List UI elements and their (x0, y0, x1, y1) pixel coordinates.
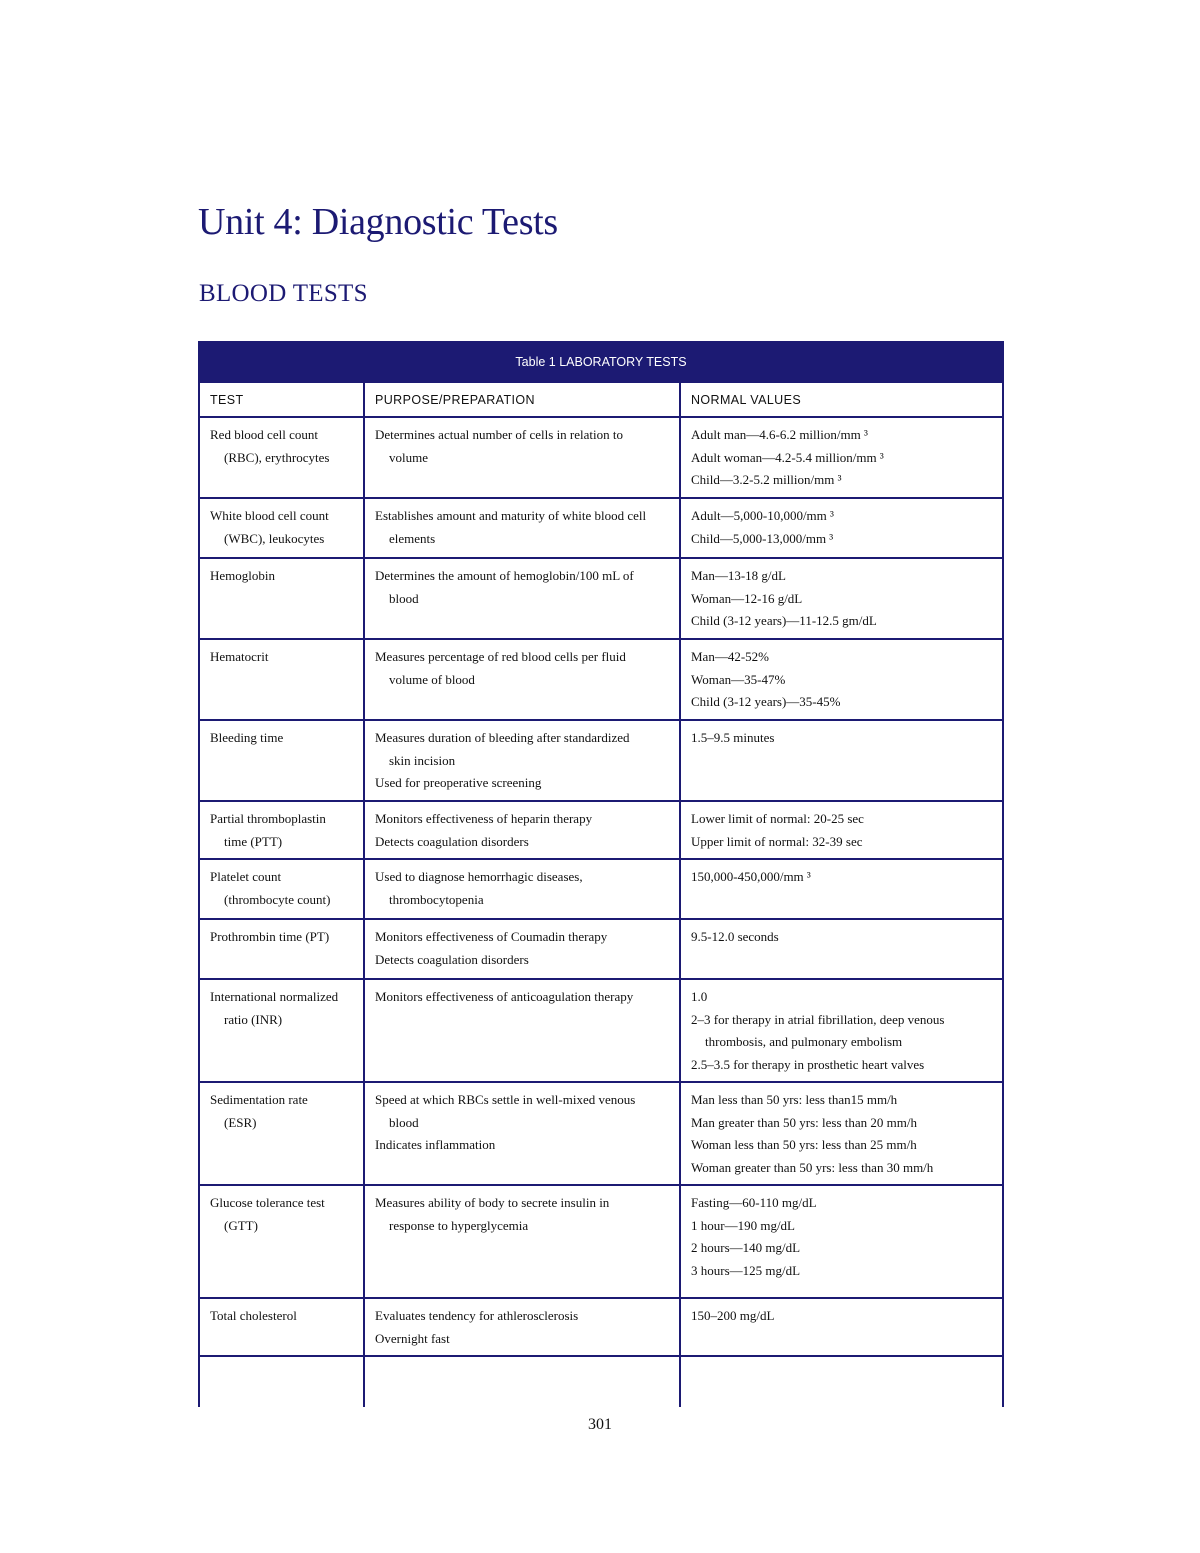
table-caption-row (199, 342, 1003, 382)
purpose-cell (364, 639, 680, 720)
cell-text-line: Measures duration of bleeding after standardized (375, 730, 630, 745)
cell-text-line: blood (389, 1114, 419, 1130)
cell-text-line: International normalized (210, 989, 339, 1004)
purpose-cell (364, 919, 680, 979)
purpose-cell (364, 1082, 680, 1185)
cell-text-line: Detects coagulation disorders (375, 833, 529, 849)
normal-values-cell (680, 919, 1003, 979)
purpose-cell (364, 417, 680, 498)
cell-text-line: Woman—35-47% (691, 671, 786, 687)
cell-text-line: 1 hour—190 mg/dL (691, 1217, 795, 1233)
test-cell (199, 558, 364, 639)
table-row (199, 498, 1003, 558)
cell-text-line: 150–200 mg/dL (691, 1308, 775, 1323)
column-header-purpose: PURPOSE/PREPARATION (364, 382, 680, 417)
cell-text-line: Used to diagnose hemorrhagic diseases, (375, 869, 583, 884)
test-cell (199, 720, 364, 801)
cell-text-line: (GTT) (224, 1217, 258, 1233)
table-row (199, 1298, 1003, 1356)
cell-text-line: White blood cell count (210, 508, 329, 523)
cell-text-line: Man greater than 50 yrs: less than 20 mm/h (691, 1114, 918, 1130)
cell-text-line: Determines actual number of cells in relation to (375, 427, 623, 442)
normal-values-cell (680, 801, 1003, 859)
test-cell (199, 859, 364, 919)
normal-values-cell (680, 1082, 1003, 1185)
cell-text-line: Child—5,000-13,000/mm ³ (691, 530, 834, 546)
cell-text-line: Evaluates tendency for athlerosclerosis (375, 1308, 579, 1323)
cell-text-line: volume (389, 449, 428, 465)
laboratory-tests-table (198, 341, 1004, 1407)
cell-text-line: ratio (INR) (224, 1011, 283, 1027)
table-row (199, 558, 1003, 639)
table-row (199, 1082, 1003, 1185)
test-cell (199, 498, 364, 558)
normal-values-cell (680, 639, 1003, 720)
normal-values-cell (680, 859, 1003, 919)
cell-text-line: Total cholesterol (210, 1308, 297, 1323)
cell-text-line: Monitors effectiveness of Coumadin therapy (375, 929, 608, 944)
cell-text-line: Man—13-18 g/dL (691, 568, 786, 583)
cell-text-line: Platelet count (210, 869, 282, 884)
cell-text-line: Child (3-12 years)—35-45% (691, 694, 841, 709)
cell-text-line: thrombocytopenia (389, 891, 484, 907)
test-cell (199, 1298, 364, 1356)
column-header-normal-values: NORMAL VALUES (680, 382, 1003, 417)
cell-text-line: Measures percentage of red blood cells per fluid (375, 649, 626, 664)
test-cell (199, 801, 364, 859)
test-cell (199, 639, 364, 720)
cell-text-line: Bleeding time (210, 730, 284, 745)
cell-text-line: 9.5-12.0 seconds (691, 929, 779, 944)
cell-text-line: Determines the amount of hemoglobin/100 mL of (375, 568, 634, 583)
table-caption: Table 1 LABORATORY TESTS (199, 342, 1003, 382)
cell-text-line: Overnight fast (375, 1330, 450, 1346)
purpose-cell (364, 859, 680, 919)
cell-text-line: Hematocrit (210, 649, 269, 664)
cell-text-line: Glucose tolerance test (210, 1195, 325, 1210)
cell-text-line: Hemoglobin (210, 568, 275, 583)
cell-text-line: 1.0 (691, 989, 708, 1004)
empty-cell (199, 1356, 364, 1407)
test-cell (199, 417, 364, 498)
cell-text-line: 2 hours—140 mg/dL (691, 1240, 801, 1255)
cell-text-line: (ESR) (224, 1114, 257, 1130)
cell-text-line: volume of blood (389, 671, 475, 687)
cell-text-line: Woman greater than 50 yrs: less than 30 mm/h (691, 1159, 934, 1175)
purpose-cell (364, 1185, 680, 1298)
cell-text-line: 3 hours—125 mg/dL (691, 1262, 801, 1278)
empty-cell (364, 1356, 680, 1407)
normal-values-cell (680, 720, 1003, 801)
table-row (199, 1185, 1003, 1298)
table-row (199, 979, 1003, 1082)
table-row (199, 919, 1003, 979)
cell-text-line: Monitors effectiveness of heparin therapy (375, 811, 593, 826)
cell-text-line: (RBC), erythrocytes (224, 449, 330, 465)
cell-text-line: Used for preoperative screening (375, 775, 542, 790)
purpose-cell (364, 801, 680, 859)
cell-text-line: Woman less than 50 yrs: less than 25 mm/h (691, 1137, 917, 1152)
cell-text-line: (thrombocyte count) (224, 891, 331, 907)
cell-text-line: Upper limit of normal: 32-39 sec (691, 833, 863, 849)
cell-text-line: Lower limit of normal: 20-25 sec (691, 811, 864, 826)
cell-text-line: 2–3 for therapy in atrial fibrillation, deep venous (691, 1011, 945, 1027)
cell-text-line: Monitors effectiveness of anticoagulation therapy (375, 989, 634, 1004)
normal-values-cell (680, 1298, 1003, 1356)
cell-text-line: Child—3.2-5.2 million/mm ³ (691, 472, 842, 487)
cell-text-line: Woman—12-16 g/dL (691, 590, 803, 606)
table-header-row (199, 382, 1003, 417)
cell-text-line: Fasting—60-110 mg/dL (691, 1195, 817, 1210)
purpose-cell (364, 558, 680, 639)
cell-text-line: Adult woman—4.2-5.4 million/mm ³ (691, 449, 884, 465)
cell-text-line: Adult—5,000-10,000/mm ³ (691, 508, 834, 523)
cell-text-line: Speed at which RBCs settle in well-mixed venous (375, 1092, 636, 1107)
normal-values-cell (680, 558, 1003, 639)
normal-values-cell (680, 979, 1003, 1082)
normal-values-cell (680, 417, 1003, 498)
cell-text-line: 150,000-450,000/mm ³ (691, 869, 811, 884)
cell-text-line: elements (389, 530, 436, 546)
normal-values-cell (680, 498, 1003, 558)
empty-cell (680, 1356, 1003, 1407)
cell-text-line: Indicates inflammation (375, 1137, 496, 1152)
table-row (199, 639, 1003, 720)
cell-text-line: 2.5–3.5 for therapy in prosthetic heart valves (691, 1056, 925, 1072)
cell-text-line: skin incision (389, 752, 456, 768)
table-row (199, 801, 1003, 859)
cell-text-line: Establishes amount and maturity of white blood cell (375, 508, 647, 523)
table-body (199, 417, 1003, 1407)
cell-text-line: (WBC), leukocytes (224, 530, 325, 546)
normal-values-cell (680, 1185, 1003, 1298)
table-row-continued (199, 1356, 1003, 1407)
unit-title: Unit 4: Diagnostic Tests (198, 201, 558, 243)
cell-text-line: time (PTT) (224, 833, 283, 849)
cell-text-line: Man less than 50 yrs: less than15 mm/h (691, 1092, 898, 1107)
cell-text-line: 1.5–9.5 minutes (691, 730, 775, 745)
test-cell (199, 979, 364, 1082)
cell-text-line: Child (3-12 years)—11-12.5 gm/dL (691, 613, 877, 628)
table-row (199, 720, 1003, 801)
cell-text-line: Measures ability of body to secrete insulin in (375, 1195, 610, 1210)
purpose-cell (364, 498, 680, 558)
cell-text-line: Prothrombin time (PT) (210, 929, 330, 944)
test-cell (199, 919, 364, 979)
cell-text-line: blood (389, 590, 419, 606)
cell-text-line: Sedimentation rate (210, 1092, 308, 1107)
column-header-test: TEST (199, 382, 364, 417)
cell-text-line: Detects coagulation disorders (375, 951, 529, 967)
cell-text-line: Partial thromboplastin (210, 811, 326, 826)
cell-text-line: thrombosis, and pulmonary embolism (705, 1034, 903, 1049)
test-cell (199, 1185, 364, 1298)
table-row (199, 417, 1003, 498)
cell-text-line: Red blood cell count (210, 427, 318, 442)
purpose-cell (364, 720, 680, 801)
table-row (199, 859, 1003, 919)
page-number: 301 (588, 1416, 612, 1433)
section-title: BLOOD TESTS (199, 280, 368, 307)
cell-text-line: Man—42-52% (691, 649, 769, 664)
test-cell (199, 1082, 364, 1185)
cell-text-line: Adult man—4.6-6.2 million/mm ³ (691, 427, 868, 442)
purpose-cell (364, 1298, 680, 1356)
cell-text-line: response to hyperglycemia (389, 1217, 529, 1233)
purpose-cell (364, 979, 680, 1082)
